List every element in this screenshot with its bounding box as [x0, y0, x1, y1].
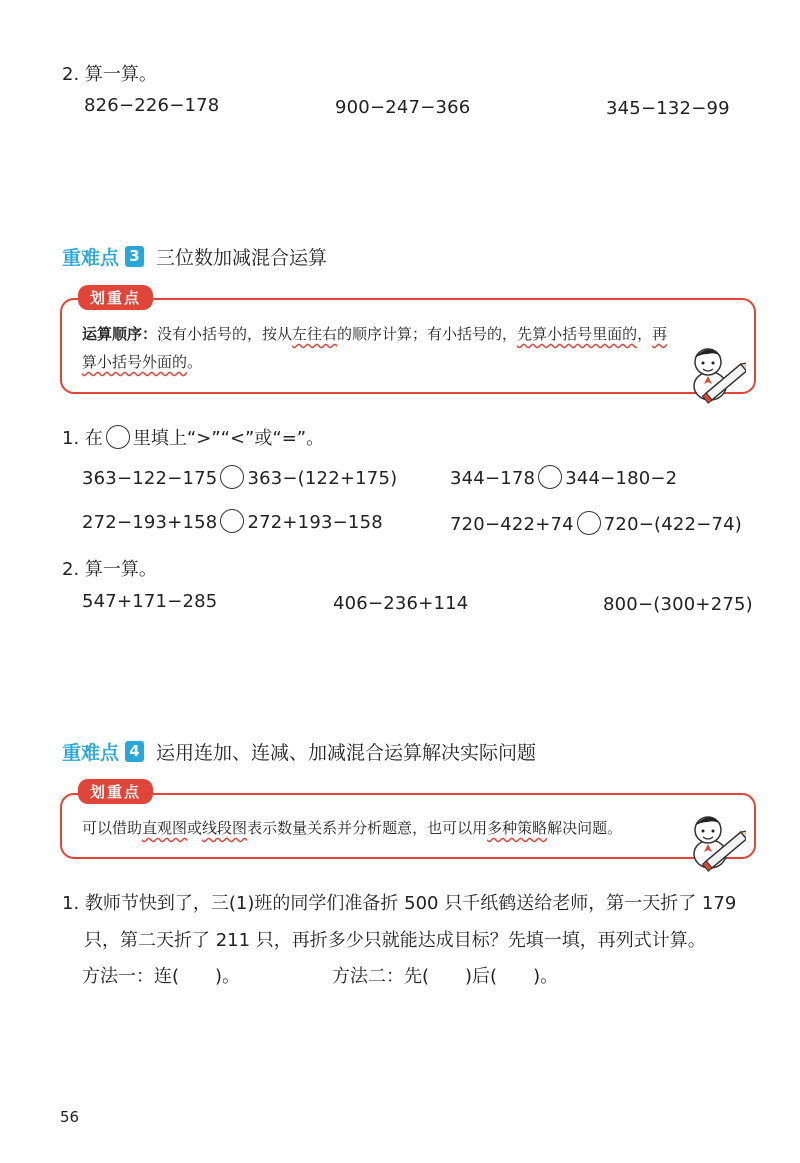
text: 或: [187, 819, 203, 837]
answer-circle-icon: [106, 425, 130, 449]
left-expression: 272−193+158: [82, 512, 218, 533]
right-expression: 720−(422−74): [603, 514, 743, 535]
comparison-row: [82, 467, 397, 491]
comparison-row: [82, 511, 383, 535]
emphasis: 线段图: [202, 819, 248, 837]
section-header-4: [62, 738, 536, 765]
key-point-text: [82, 814, 702, 842]
text: 。: [187, 353, 203, 371]
emphasis: 先算小括号里面的: [517, 325, 638, 343]
question-1-label: [62, 424, 324, 451]
method-1: 方法一：连( )。: [82, 966, 241, 987]
emphasis: 再: [652, 325, 668, 343]
section-title: 运用连加、连减、加减混合运算解决实际问题: [156, 742, 537, 764]
text: 可以借助: [82, 819, 143, 837]
emphasis: 多种策略: [487, 819, 548, 837]
answer-circle[interactable]: [220, 465, 244, 489]
left-expression: 344−178: [450, 468, 536, 489]
problem-1-line-1: 1. 教师节快到了，三(1)班的同学们准备折 500 只千纸鹤送给老师，第一天折了 179: [62, 893, 737, 914]
emphasis: 左往右: [292, 325, 338, 343]
problem-1-line-2: 只，第二天折了 211 只，再折多少只就能达成目标？先填一填，再列式计算。: [84, 930, 706, 951]
left-expression: 363−122−175: [82, 468, 218, 489]
text: 1. 在: [62, 428, 103, 449]
method-2: 方法二：先( )后( )。: [332, 966, 559, 987]
key-point-bold: 运算顺序：: [82, 325, 158, 343]
question-2-label: 2. 算一算。: [62, 559, 157, 580]
expression: 826−226−178: [84, 95, 220, 116]
text: 的顺序计算；有小括号的，: [337, 325, 518, 343]
right-expression: 363−(122+175): [247, 468, 398, 489]
answer-circle[interactable]: [220, 509, 244, 533]
key-point-text: [82, 320, 722, 376]
comparison-row: [450, 513, 742, 537]
page-number: 56: [60, 1108, 80, 1126]
expression: 345−132−99: [606, 98, 730, 119]
expression: 547+171−285: [82, 591, 218, 612]
expression: 800−(300+275): [603, 594, 753, 615]
key-point-label: 划重点: [78, 285, 153, 310]
section-title: 三位数加减混合运算: [156, 247, 328, 269]
expression: 900−247−366: [335, 97, 471, 118]
section-number-badge: 4: [125, 741, 144, 762]
right-expression: 344−180−2: [565, 468, 678, 489]
text: 没有小括号的，按从: [157, 325, 293, 343]
emphasis: 直观图: [142, 819, 188, 837]
answer-circle[interactable]: [577, 511, 601, 535]
answer-circle[interactable]: [538, 465, 562, 489]
section-tag: 重难点: [62, 742, 120, 764]
section-header-3: [62, 243, 327, 270]
section-tag: 重难点: [62, 247, 120, 269]
text: 表示数量关系并分析题意，也可以用: [247, 819, 488, 837]
section-number-badge: 3: [125, 246, 144, 267]
left-expression: 720−422+74: [450, 514, 574, 535]
comparison-row: [450, 467, 677, 491]
text: 解决问题。: [547, 819, 623, 837]
key-point-label: 划重点: [78, 779, 153, 804]
right-expression: 272+193−158: [247, 512, 383, 533]
text: 里填上“>”“<”或“=”。: [132, 428, 325, 449]
mascot-with-pencil-icon: [684, 808, 746, 874]
text: ，: [637, 325, 653, 343]
emphasis: 算小括号外面的: [82, 353, 188, 371]
mascot-with-pencil-icon: [684, 340, 746, 406]
expression: 406−236+114: [333, 593, 469, 614]
question-2-label: 2. 算一算。: [62, 64, 157, 85]
